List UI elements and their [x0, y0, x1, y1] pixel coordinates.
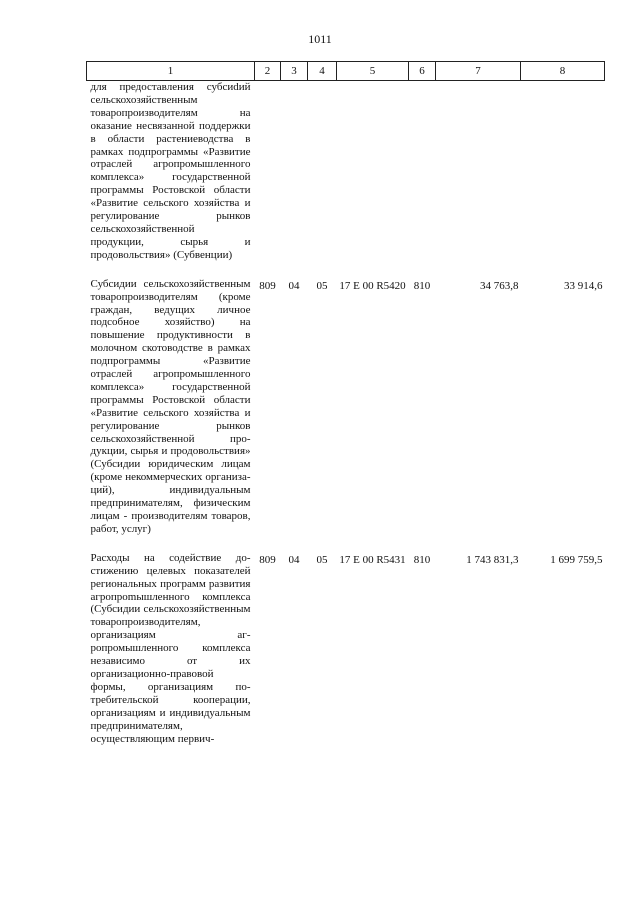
column-header: 4 [308, 62, 337, 81]
code-target-article: 17 Е 00 R5431 [339, 553, 406, 566]
code-subsection [308, 81, 337, 278]
table-row [87, 278, 605, 552]
amount-year-2 [521, 81, 605, 278]
code-target-article [337, 81, 409, 278]
code-subsection: 05 [316, 553, 328, 566]
column-header: 1 [87, 62, 255, 81]
amount-year-1: 34 763,8 [480, 279, 519, 292]
row-description: для предоставления субсиdий сельскохозяйственным товаропроизводителям на оказание несвязанной поддержки в области растениеводства в рамках подпрограммы «Развитие отраслей агропромышленного комплекса» государственной программы Ростовской области «Развитие сельского хозяйства и регулирование рынков сельскохозяйственной продукции, сырья и продовольствия» (Субвенции) [90, 81, 251, 261]
column-header: 7 [436, 62, 521, 81]
column-header: 5 [337, 62, 409, 81]
column-header: 2 [255, 62, 281, 81]
budget-table [86, 61, 605, 761]
amount-year-1: 1 743 831,3 [466, 553, 519, 566]
row-description: Расходы на содействие достижению целевых показателей региональных программ развития агропроmышленного комплекса (Субсидии сельскохозяйственным товаропроизводителям, организациям агропромышленного комплекса независимо от их организационно-правовой формы, организациям потребительской кооперации, организациям и индивидуальным предпринимателям, осуществляющим первич- [90, 551, 251, 745]
column-header: 3 [281, 62, 308, 81]
amount-year-1 [436, 81, 521, 278]
code-subsection: 05 [316, 279, 328, 292]
code-ministry: 809 [259, 553, 276, 566]
code-ministry: 809 [259, 279, 276, 292]
code-expense-type: 810 [413, 553, 431, 566]
code-target-article: 17 Е 00 R5420 [339, 279, 406, 292]
amount-year-2: 33 914,6 [564, 279, 603, 292]
table-header-row [87, 62, 605, 81]
code-expense-type [409, 81, 436, 278]
code-section: 04 [288, 553, 300, 566]
code-section [281, 81, 308, 278]
code-section: 04 [288, 279, 300, 292]
table-row [87, 81, 605, 278]
column-header: 6 [409, 62, 436, 81]
code-ministry [255, 81, 281, 278]
amount-year-2: 1 699 759,5 [550, 553, 603, 566]
page-number: 1011 [308, 32, 332, 46]
code-expense-type: 810 [413, 279, 431, 292]
column-header: 8 [521, 62, 605, 81]
table-row [87, 552, 605, 762]
row-description: Субсидии сельскохозяйственным товаропроизводителям (кроме граждан, ведущих личное подсобное хозяйство) на повышение продуктивности в молочном скотоводстве в рамках подпрограммы «Развитие отраслей агропромышленного комплекса» государственной программы Ростовской области «Развитие сельского хозяйства и регулирование рынков сельскохозяйственной продукции, сырья и продовольствия» (Субсидии юридическим лицам (кроме некоммерческих организаций), индивидуальным предпринимателям, физическим лицам - производителям товаров, работ, услуг) [90, 277, 251, 535]
